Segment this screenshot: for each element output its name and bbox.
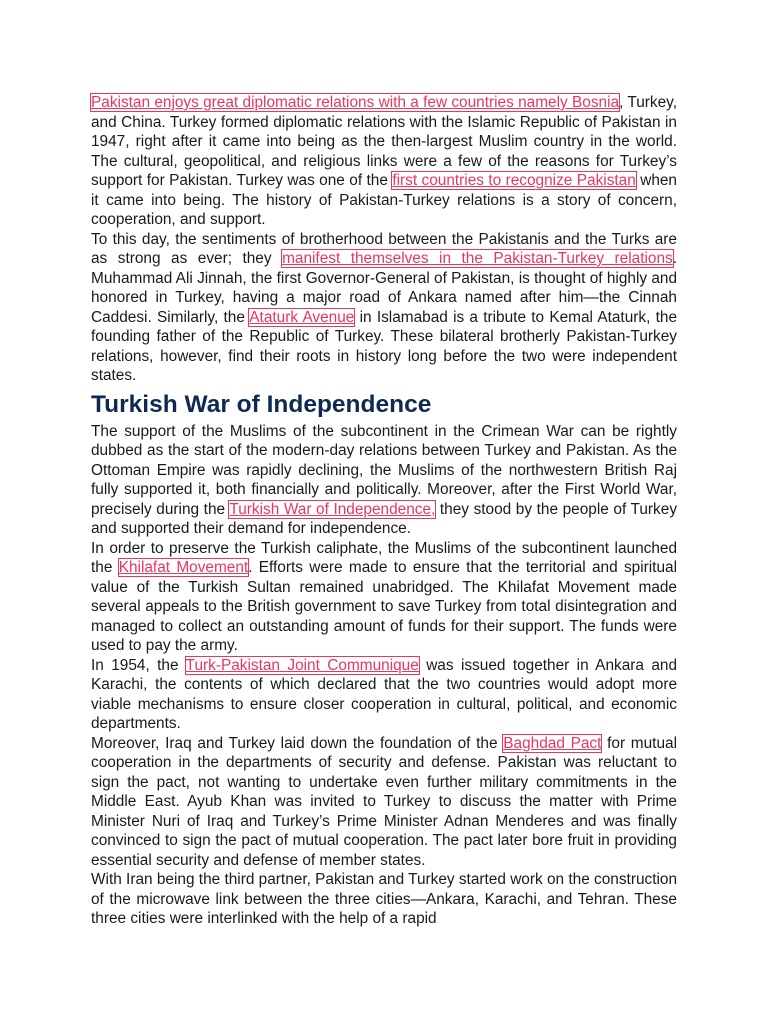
paragraph-text: . Muhammad Ali Jinnah, the first Governor-General of Pakistan, is thought of highly and honored in Turkey, having a major road of Ankara named after him—the Cinnah Caddesi. Similarly, the [91, 250, 678, 326]
paragraph-text: for mutual cooperation in the departments of security and defense. Pakistan was reluctant to sign the pact, not wanting to undertake even further military commitments in the Middle East. Ayub Khan was invited to Turkey to discuss the matter with Prime Minister Nuri of Iraq and Turkey’s Prime Minister Adnan Menderes and was finally convinced to sign the pact of mutual cooperation. The pact later bore fruit in providing essential security and defense of member states. [91, 734, 677, 869]
paragraph-text: in Islamabad is a tribute to Kemal Ataturk, the founding father of the Republic of Turkey. These bilateral brotherly Pakistan-Turkey relations, however, find their roots in history long before the two were independent states. [91, 308, 677, 384]
document-body [91, 93, 677, 929]
paragraph-communique [91, 656, 677, 734]
link-joint-communique[interactable]: Turk-Pakistan Joint Communique [185, 656, 419, 674]
paragraph-text: The support of the Muslims of the subcontinent in the Crimean War can be rightly dubbed as the start of the modern-day relations between Turkey and Pakistan. As the Ottoman Empire was rapidly declining, the Muslims of the northwestern British Raj fully supported it, both financially and politically. Moreover, after the First World War, precisely during the [91, 422, 677, 518]
link-first-countries[interactable]: first countries to recognize Pakistan [392, 172, 636, 189]
link-diplomatic-relations[interactable]: Pakistan enjoys great diplomatic relations with a few countries namely Bosnia [91, 94, 620, 111]
paragraph-text: was issued together in Ankara and Karachi, the contents of which declared that the two countries would adopt more viable mechanisms to ensure closer cooperation in cultural, political, and economic departments. [91, 656, 678, 732]
paragraph-brotherhood [91, 230, 677, 386]
paragraph-text: In order to preserve the Turkish caliphate, the Muslims of the subcontinent launched the [91, 539, 677, 576]
paragraph-text: . Efforts were made to ensure that the territorial and spiritual value of the Turkish Sultan remained unabridged. The Khilafat Movement made several appeals to the British government to save Turkey from total disintegration and managed to collect an outstanding amount of funds for their support. The funds were used to pay the army. [91, 559, 677, 654]
link-pakistan-turkey-relations[interactable]: manifest themselves in the Pakistan-Turkey relations [282, 250, 673, 267]
paragraph-text: To this day, the sentiments of brotherhood between the Pakistanis and the Turks are as strong as ever; they [91, 230, 677, 267]
link-baghdad-pact[interactable]: Baghdad Pact [503, 734, 602, 752]
paragraph-crimean-war [91, 422, 677, 539]
link-khilafat-movement[interactable]: Khilafat Movement [118, 559, 249, 576]
paragraph-text: In 1954, the [91, 656, 186, 674]
paragraph-text: , Turkey, and China. Turkey formed diplomatic relations with the Islamic Republic of Pakistan in 1947, right after it came into being as the then-largest Muslim country in the world. The cultural, geopolitical, and religious links were a few of the reasons for Turkey’s support for Pakistan. Turkey was one of the [91, 94, 677, 189]
paragraph-baghdad-pact [91, 734, 677, 871]
link-turkish-war-of-independence[interactable]: Turkish War of Independence, [229, 500, 436, 518]
paragraph-text: With Iran being the third partner, Pakistan and Turkey started work on the construction of the microwave link between the three cities—Ankara, Karachi, and Tehran. These three cities were interlinked with the help of a rapid [91, 871, 678, 927]
paragraph-microwave-link [91, 870, 677, 929]
paragraph-text: Moreover, Iraq and Turkey laid down the foundation of the [91, 734, 504, 752]
link-ataturk-avenue[interactable]: Ataturk Avenue [249, 308, 355, 326]
paragraph-text: when it came into being. The history of Pakistan-Turkey relations is a story of concern, cooperation, and support. [91, 172, 677, 228]
paragraph-intro [91, 93, 677, 230]
paragraph-khilafat [91, 539, 677, 656]
paragraph-text: they stood by the people of Turkey and supported their demand for independence. [91, 500, 678, 537]
section-heading: Turkish War of Independence [91, 390, 432, 418]
